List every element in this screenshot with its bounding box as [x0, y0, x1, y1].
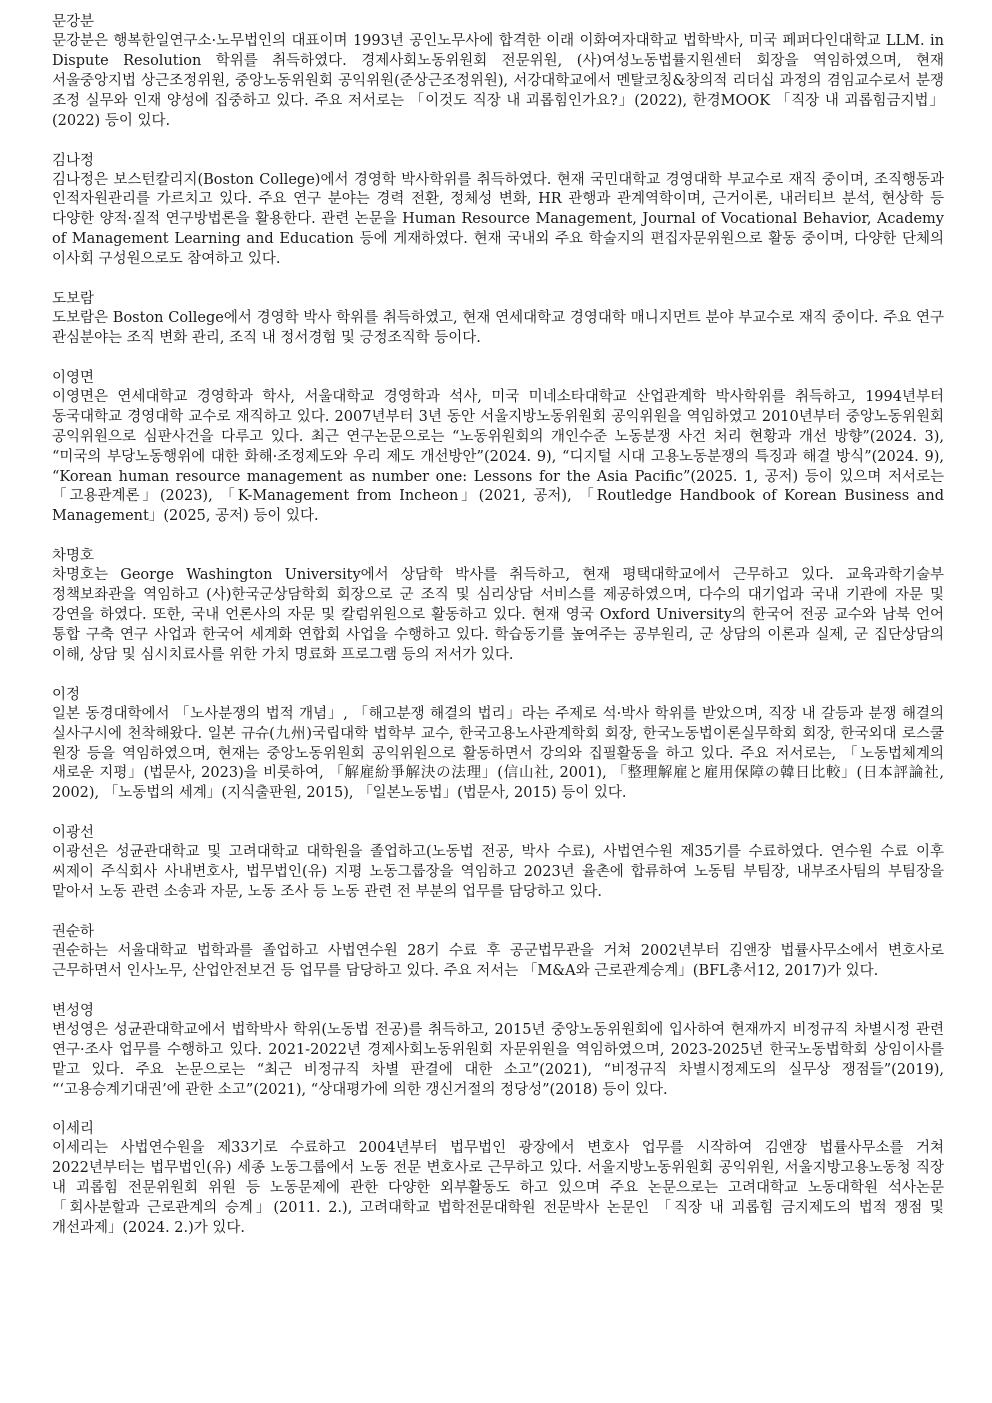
- bio-name: 변성영: [52, 1002, 95, 1019]
- bio-section: [52, 1119, 944, 1239]
- bio-text: 차명호는 George Washington University에서 상담학 박사를 취득하고, 현재 평택대학교에서 근무하고 있다. 교육과학기술부 정책보좌관을 역임하고 (사)한국군상담학회 회장으로 군 조직 및 심리상담 서비스를 제공하였으며, 다수의 대기업과 국내 기관에 자문 및 강연을 하였다. 또한, 국내 언론사의 자문 및 칼럼위원으로 활동하고 있다. 현재 영국 Oxford University의 한국어 전공 교수와 남북 언어 통합 구축 연구 사업과 한국어 세계화 연합회 사업을 수행하고 있다. 학습동기를 높여주는 공부원리, 군 상담의 이론과 실제, 군 집단상담의 이해, 상담 및 심시치료사를 위한 가치 명료화 프로그램 등의 저서가 있다.: [52, 567, 944, 663]
- bio-name: 김나정: [52, 152, 95, 169]
- bio-name: 이정: [52, 686, 81, 703]
- bio-text: 도보람은 Boston College에서 경영학 박사 학위를 취득하였고, 현재 연세대학교 경영대학 매니지먼트 분야 부교수로 재직 중이다. 주요 연구 관심분야는 조직 변화 관리, 조직 내 정서경험 및 긍정조직학 등이다.: [52, 310, 944, 346]
- bio-section: [52, 151, 944, 271]
- bio-text: 김나정은 보스턴칼리지(Boston College)에서 경영학 박사학위를 취득하였다. 현재 국민대학교 경영대학 부교수로 재직 중이며, 조직행동과 인적자원관리를 가르치고 있다. 주요 연구 분야는 경력 전환, 정체성 변화, HR 관행과 관계역학이며, 근거이론, 내러티브 분석, 현상학 등 다양한 양적·질적 연구방법론을 활용한다. 관련 논문을 Human Resource Management, Journal of Vocational Behavior, Academy of Management Learning and Education 등에 게재하였다. 현재 국내외 주요 학술지의 편집자문위원으로 활동 중이며, 다양한 단체의 이사회 구성원으로도 참여하고 있다.: [52, 171, 944, 268]
- bio-section: [52, 823, 944, 903]
- bio-section: [52, 289, 944, 349]
- bio-text: 일본 동경대학에서 「노사분쟁의 법적 개념」, 「해고분쟁 해결의 법리」라는 주제로 석·박사 학위를 받았으며, 직장 내 갈등과 분쟁 해결의 실사구시에 천착해왔다. 일본 규슈(九州)국립대학 법학부 교수, 한국고용노사관계학회 회장, 한국노동법이론실무학회 회장, 한국외대 로스쿨 원장 등을 역임하였으며, 현재는 중앙노동위원회 공익위원으로 활동하면서 강의와 집필활동을 하고 있다. 주요 저서로는, 「노동법체계의 새로운 지평」(법문사, 2023)을 비롯하여, 「解雇紛爭解決の法理」(信山社, 2001), 「整理解雇と雇用保障の韓日比較」(日本評論社, 2002), 「노동법의 세계」(지식출판원, 2015), 「일본노동법」(법문사, 2015) 등이 있다.: [52, 705, 944, 802]
- bio-name: 이영면: [52, 369, 95, 386]
- bio-name: 차명호: [52, 548, 95, 565]
- bio-text: 이영면은 연세대학교 경영학과 학사, 서울대학교 경영학과 석사, 미국 미네소타대학교 산업관계학 박사학위를 취득하고, 1994년부터 동국대학교 경영대학 교수로 재직하고 있다. 2007년부터 3년 동안 서울지방노동위원회 공익위원을 역임하였고 2010년부터 중앙노동위원회 공익위원으로 심판사건을 다루고 있다. 최근 연구논문으로는 “노동위원회의 개인수준 노동분쟁 사건 처리 현황과 개선 방향”(2024. 3), “미국의 부당노동행위에 대한 화해·조정제도와 우리 제도 개선방안”(2024. 9), “디지털 시대 고용노동분쟁의 특징과 해결 방식”(2024. 9), “Korean human resource management as number one: Lessons for the Asia Pacific”(2025. 1, 공저) 등이 있으며 저서로는 「고용관계론」(2023), 「K-Management from Incheon」(2021, 공저), 「Routledge Handbook of Korean Business and Management」(2025, 공저) 등이 있다.: [52, 388, 944, 525]
- bio-text: 변성영은 성균관대학교에서 법학박사 학위(노동법 전공)를 취득하고, 2015년 중앙노동위원회에 입사하여 현재까지 비정규직 차별시정 관련 연구·조사 업무를 수행하고 있다. 2021-2022년 경제사회노동위원회 자문위원을 역임하였으며, 2023-2025년 한국노동법학회 상임이사를 맡고 있다. 주요 논문으로는 “최근 비정규직 차별 판결에 대한 소고”(2021), “비정규직 차별시정제도의 실무상 쟁점들”(2019), “‘고용승계기대권’에 관한 소고”(2021), “상대평가에 의한 갱신거절의 정당성”(2018) 등이 있다.: [52, 1021, 944, 1098]
- bio-name: 도보람: [52, 291, 95, 308]
- bio-text: 문강분은 행복한일연구소·노무법인의 대표이며 1993년 공인노무사에 합격한 이래 이화여자대학교 법학박사, 미국 페퍼다인대학교 LLM. in Dispute Resolution 학위를 취득하였다. 경제사회노동위원회 전문위원, (사)여성노동법률지원센터 회장을 역임하였으며, 현재 서울중앙지법 상근조정위원, 중앙노동위원회 공익위원(준상근조정위원), 서강대학교에서 멘탈코칭&창의적 리더십 과정의 겸임교수로서 분쟁 조정 실무와 인재 양성에 집중하고 있다. 주요 저서로는 「이것도 직장 내 괴롭힘인가요?」(2022), 한경MOOK 「직장 내 괴롭힘금지법」(2022) 등이 있다.: [52, 33, 944, 129]
- bio-section: [52, 685, 944, 805]
- bio-text: 권순하는 서울대학교 법학과를 졸업하고 사법연수원 28기 수료 후 공군법무관을 거쳐 2002년부터 김앤장 법률사무소에서 변호사로 근무하면서 인사노무, 산업안전보건 등 업무를 담당하고 있다. 주요 저서는 「M&A와 근로관계승계」(BFL총서12, 2017)가 있다.: [52, 943, 944, 979]
- bio-name: 문강분: [52, 14, 95, 30]
- bio-section: [52, 368, 944, 527]
- bio-text: 이광선은 성균관대학교 및 고려대학교 대학원을 졸업하고(노동법 전공, 박사 수료), 사법연수원 제35기를 수료하였다. 연수원 수료 이후 씨제이 주식회사 사내변호사, 법무법인(유) 지평 노동그룹장을 역임하고 2023년 율촌에 합류하여 노동팀 부팀장, 내부조사팀의 부팀장을 맡아서 노동 관련 소송과 자문, 노동 조사 등 노동 관련 전 부분의 업무를 담당하고 있다.: [52, 844, 944, 901]
- bio-name: 이광선: [52, 825, 95, 842]
- bio-name: 권순하: [52, 924, 95, 940]
- bio-section: [52, 12, 944, 132]
- bio-section: [52, 922, 944, 982]
- bio-section: [52, 1001, 944, 1101]
- bio-section: [52, 546, 944, 666]
- bio-name: 이세리: [52, 1121, 95, 1138]
- bio-text: 이세리는 사법연수원을 제33기로 수료하고 2004년부터 법무법인 광장에서 변호사 업무를 시작하여 김앤장 법률사무소를 거쳐 2022년부터는 법무법인(유) 세종 노동그룹에서 노동 전문 변호사로 근무하고 있다. 서울지방노동위원회 공익위원, 서울지방고용노동청 직장 내 괴롭힘 전문위원회 위원 등 노동문제에 관한 다양한 외부활동도 하고 있으며 주요 논문으로는 고려대학교 노동대학원 석사논문 「회사분할과 근로관계의 승계」(2011. 2.), 고려대학교 법학전문대학원 전문박사 논문인 「직장 내 괴롭힘 금지제도의 법적 쟁점 및 개선과제」(2024. 2.)가 있다.: [52, 1140, 944, 1237]
